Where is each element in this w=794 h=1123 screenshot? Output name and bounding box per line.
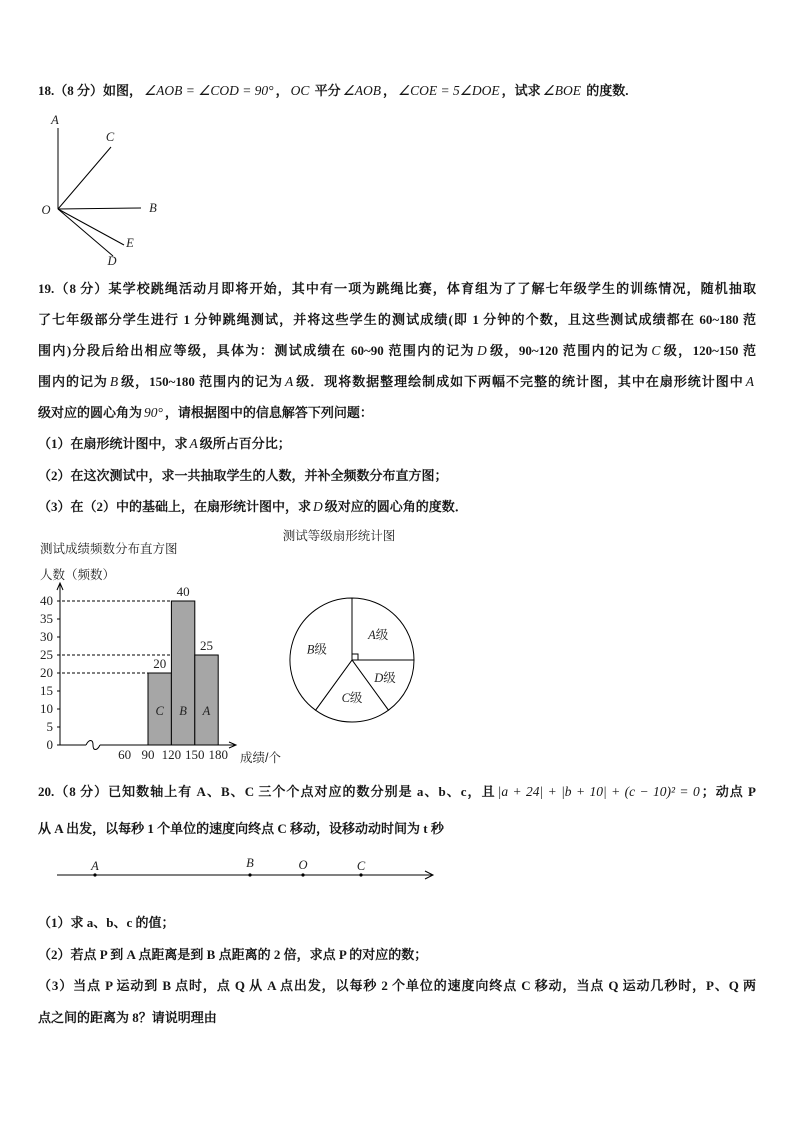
q19-statistics-charts: [30, 524, 430, 770]
pie-grade-letter: D: [374, 670, 384, 685]
ray-od: [58, 209, 113, 256]
bar-value-label: 20: [153, 656, 167, 671]
y-tick-label: 10: [40, 701, 53, 716]
math-expression: A: [189, 436, 198, 451]
pie-slice-label: [307, 643, 328, 657]
frequency-histogram: [40, 541, 281, 765]
ray-oc: [58, 147, 111, 209]
text-run: 围内的记为: [38, 374, 108, 389]
pie-chart-title: 测试等级扇形统计图: [282, 529, 396, 543]
q19-line-3: [38, 341, 756, 361]
q19-subquestion-1: [38, 434, 756, 454]
pie-slice-label: [342, 691, 363, 705]
point-label-e: E: [126, 236, 134, 250]
axis-break-icon: [86, 741, 100, 750]
x-tick-label: 120: [161, 747, 182, 762]
text-run: （2）在这次测试中，求一共抽取学生的人数，并补全频数分布直方图；: [38, 468, 448, 483]
point-c-dot: [359, 873, 362, 876]
text-run: 从 A 出发，以每秒 1 个单位的速度向终点 C 移动，设移动动时间为 t 秒: [38, 821, 444, 836]
q18-question-text: [38, 81, 756, 101]
point-a-dot: [93, 873, 96, 876]
text-run: （1）求 a、b、c 的值；: [38, 915, 175, 930]
histogram-bar-a: [195, 655, 218, 745]
text-run: 级，120~150 范: [662, 343, 756, 358]
y-tick-label: 15: [40, 683, 53, 698]
pie-slice-label: [373, 671, 396, 685]
y-tick-label: 20: [40, 665, 53, 680]
point-label-b: B: [149, 201, 157, 215]
point-label-o: O: [41, 203, 51, 217]
text-run: 级，150~180 范围内的记为: [120, 374, 284, 389]
number-line-label-b: B: [246, 856, 254, 870]
text-run: （2）若点 P 到 A 点距离是到 B 点距离的 2 倍，求点 P 的对应的数；: [38, 947, 428, 962]
math-expression: C: [651, 343, 661, 358]
q19-line-4: [38, 372, 756, 392]
q18-angle-figure: [30, 106, 180, 271]
math-expression: A: [285, 374, 294, 389]
q20-number-line: [50, 850, 440, 884]
text-run: 级，90~120 范围内的记为: [488, 343, 650, 358]
q19-line-1: [38, 279, 756, 299]
math-expression: ∠AOB: [342, 83, 381, 98]
y-tick-label: 30: [40, 629, 53, 644]
point-b-dot: [248, 873, 251, 876]
text-run: 级对应的圆心角为: [38, 405, 143, 420]
bar-value-label: 25: [200, 638, 213, 653]
y-tick-label: 5: [46, 719, 53, 734]
bar-value-label: 40: [176, 584, 190, 599]
pie-grade-letter: C: [341, 691, 350, 705]
q20-subquestion-3-continued: [38, 1008, 756, 1028]
number-line-label-a: A: [91, 859, 99, 873]
bar-grade-label: A: [202, 704, 211, 718]
pie-slice-label: [367, 628, 389, 642]
point-label-d: D: [107, 254, 117, 268]
origin-dot: [301, 873, 304, 876]
text-run: 级对应的圆心角的度数．: [324, 499, 468, 514]
q19-line-2: [38, 310, 756, 330]
histogram-x-axis-label: 成绩/个: [240, 751, 281, 765]
text-run: ，: [383, 83, 397, 98]
ray-oe: [58, 209, 124, 245]
pie-grade-letter: B: [306, 642, 315, 657]
x-tick-label: 150: [185, 747, 205, 762]
text-run: ，请根据图中的信息解答下列问题：: [164, 405, 373, 420]
math-expression: OC: [290, 83, 310, 98]
math-expression: B: [109, 374, 119, 389]
text-run: 18.（8 分）如图，: [38, 83, 143, 98]
y-tick-label: 40: [40, 593, 53, 608]
y-tick-label: 0: [46, 737, 53, 752]
number-line-label-o: O: [298, 858, 308, 872]
text-run: ，: [275, 83, 289, 98]
y-tick-label: 35: [40, 611, 53, 626]
math-expression: D: [313, 499, 323, 514]
pie-grade-suffix: 级: [383, 670, 396, 685]
math-expression: ∠COE = 5∠DOE: [398, 83, 500, 98]
text-run: 了七年级部分学生进行 1 分钟跳绳测试，并将这些学生的测试成绩(即 1 分钟的个数，且这些测试成绩都在 60~180 范: [38, 312, 756, 327]
point-label-a: A: [51, 113, 59, 127]
text-run: （3）在（2）中的基础上，在扇形统计图中，求: [38, 499, 312, 514]
text-run: （3）当点 P 运动到 B 点时，点 Q 从 A 点出发，以每秒 2 个单位的速度向终点 C 移动，当点 Q 运动几秒时，P、Q 两: [38, 978, 756, 993]
ray-ob: [58, 208, 141, 209]
histogram-title: 测试成绩频数分布直方图: [40, 542, 178, 556]
y-tick-label: 25: [40, 647, 53, 662]
math-expression: ∠AOB = ∠COD = 90°: [144, 83, 274, 98]
number-line-label-c: C: [356, 859, 366, 873]
q19-line-5: [38, 403, 756, 423]
text-run: 点之间的距离为 8？请说明理由: [38, 1010, 217, 1025]
math-expression: |a + 24| + |b + 10| + (c − 10)² = 0: [497, 784, 700, 799]
text-run: 20.（8 分）已知数轴上有 A、B、C 三个个点对应的数分别是 a、b、c，且: [38, 784, 496, 799]
x-tick-label: 180: [208, 747, 228, 762]
grade-pie-chart: [283, 528, 414, 722]
x-tick-label: 90: [141, 747, 155, 762]
histogram-bar-b: [171, 601, 194, 745]
text-run: 围内)分段后给出相应等级，具体为：测试成绩在 60~90 范围内的记为: [38, 343, 475, 358]
text-run: ，试求: [501, 83, 541, 98]
text-run: 级所占百分比；: [199, 436, 291, 451]
q20-subquestion-2: [38, 945, 756, 965]
histogram-y-axis-label: 人数（频数）: [40, 568, 116, 582]
q20-line-1: [38, 782, 756, 802]
math-expression: D: [476, 343, 487, 358]
pie-grade-suffix: 级: [314, 642, 327, 657]
math-expression: 90°: [144, 405, 163, 420]
q20-line-2: [38, 819, 756, 839]
pie-grade-letter: A: [368, 627, 376, 642]
text-run: 19.（8 分）某学校跳绳活动月即将开始，其中有一项为跳绳比赛，体育组为了了解七年级学生的训练情况，随机抽取: [38, 281, 756, 296]
q20-subquestion-1: [38, 913, 756, 933]
bar-grade-label: B: [179, 704, 187, 718]
text-run: 级．现将数据整理绘制成如下两幅不完整的统计图，其中在扇形统计图中: [295, 374, 744, 389]
text-run: ；动点 P: [701, 784, 756, 799]
text-run: 的度数.: [582, 83, 629, 98]
q20-subquestion-3: [38, 976, 756, 996]
bar-grade-label: C: [155, 704, 164, 718]
pie-grade-suffix: 级: [349, 691, 363, 705]
point-label-c: C: [105, 130, 115, 144]
text-run: （1）在扇形统计图中，求: [38, 436, 188, 451]
q19-subquestion-3: [38, 497, 756, 517]
x-tick-label: 60: [118, 747, 132, 762]
math-expression: ∠BOE: [542, 83, 581, 98]
text-run: 平分: [311, 83, 341, 98]
q19-subquestion-2: [38, 466, 756, 486]
math-expression: A: [745, 374, 754, 389]
pie-grade-suffix: 级: [375, 627, 389, 642]
